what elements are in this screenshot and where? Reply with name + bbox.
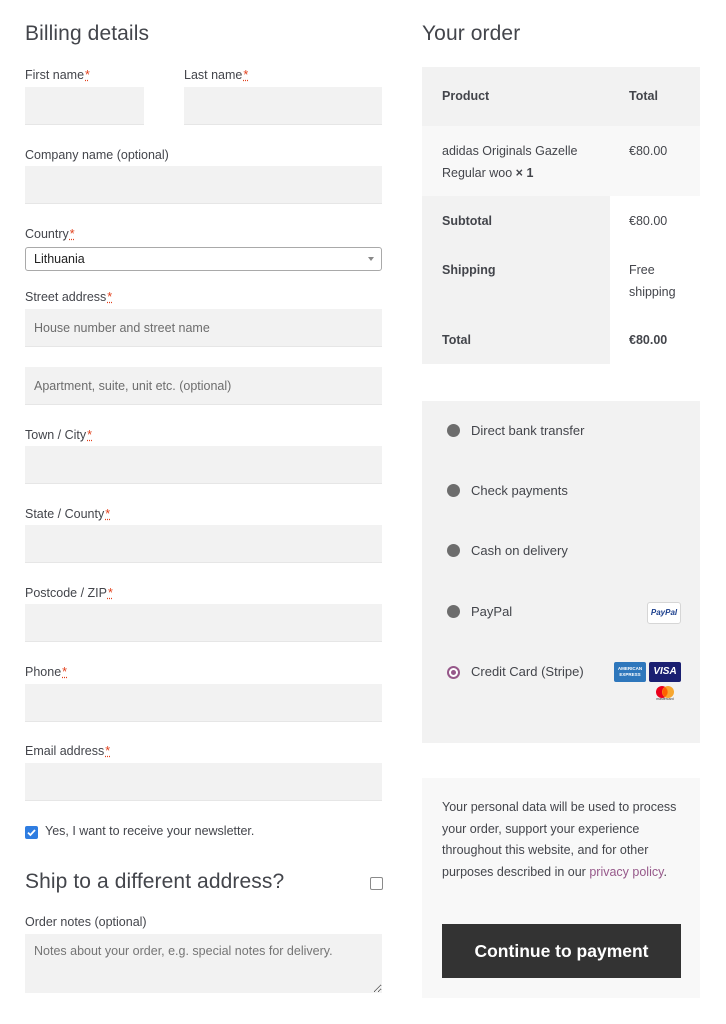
privacy-text: Your personal data will be used to process your order, support your experience throughout this website, and for other purposes described in our privacy policy.	[442, 800, 677, 879]
order-item-total: €80.00	[629, 144, 668, 158]
postcode-label: Postcode / ZIP*	[25, 586, 113, 600]
state-label: State / County*	[25, 507, 111, 521]
shipping-label: Shipping	[442, 263, 496, 277]
street-address-placeholder: House number and street name	[34, 321, 210, 335]
order-item-qty: × 1	[515, 166, 534, 180]
ship-different-address-title: Ship to a different address?	[25, 870, 285, 893]
order-notes-label: Order notes (optional)	[25, 915, 147, 929]
payment-radio-check[interactable]	[447, 484, 460, 497]
chevron-down-icon	[368, 257, 374, 261]
paypal-logo-icon: PayPal	[647, 602, 681, 624]
street-address-input[interactable]	[25, 309, 382, 347]
order-notes-textarea[interactable]	[25, 934, 382, 993]
company-name-label: Company name (optional)	[25, 148, 169, 162]
payment-label-check[interactable]: Check payments	[471, 483, 568, 498]
subtotal-label: Subtotal	[442, 214, 492, 228]
city-input[interactable]	[25, 446, 382, 484]
first-name-input[interactable]	[25, 87, 144, 125]
order-item-name: adidas Originals Gazelle Regular woo × 1	[442, 144, 578, 180]
continue-to-payment-button[interactable]: Continue to payment	[442, 924, 681, 978]
payment-label-stripe[interactable]: Credit Card (Stripe)	[471, 664, 584, 679]
country-value: Lithuania	[34, 252, 85, 266]
shipping-value: Free shipping	[629, 263, 676, 299]
checkmark-icon	[26, 827, 37, 838]
email-label: Email address*	[25, 744, 111, 758]
mastercard-logo-icon	[653, 684, 677, 702]
payment-label-cod[interactable]: Cash on delivery	[471, 543, 568, 558]
payment-radio-stripe[interactable]	[447, 666, 460, 679]
ship-different-address-checkbox[interactable]	[370, 877, 383, 890]
newsletter-label: Yes, I want to receive your newsletter.	[45, 824, 255, 838]
amex-logo-icon: AMERICAN EXPRESS	[614, 662, 646, 682]
subtotal-value: €80.00	[629, 214, 668, 228]
email-input[interactable]	[25, 763, 382, 801]
last-name-label: Last name*	[184, 68, 249, 82]
state-input[interactable]	[25, 525, 382, 563]
last-name-input[interactable]	[184, 87, 382, 125]
payment-radio-cod[interactable]	[447, 544, 460, 557]
col-total-header: Total	[629, 89, 658, 103]
newsletter-checkbox[interactable]	[25, 826, 38, 839]
phone-label: Phone*	[25, 665, 68, 679]
col-product-header: Product	[442, 89, 490, 103]
visa-logo-icon: VISA	[649, 662, 681, 682]
city-label: Town / City*	[25, 428, 93, 442]
country-label: Country*	[25, 227, 75, 241]
apartment-input[interactable]	[25, 367, 382, 405]
payment-radio-paypal[interactable]	[447, 605, 460, 618]
apartment-placeholder: Apartment, suite, unit etc. (optional)	[34, 379, 232, 393]
street-address-label: Street address*	[25, 290, 113, 304]
phone-input[interactable]	[25, 684, 382, 722]
company-name-input[interactable]	[25, 166, 382, 204]
first-name-label: First name*	[25, 68, 90, 82]
your-order-title: Your order	[422, 22, 521, 45]
payment-label-paypal[interactable]: PayPal	[471, 604, 513, 619]
payment-label-bank-transfer[interactable]: Direct bank transfer	[471, 423, 585, 438]
mastercard-wordmark: mastercard	[656, 697, 674, 701]
total-label: Total	[442, 333, 471, 347]
total-value: €80.00	[629, 333, 668, 347]
postcode-input[interactable]	[25, 604, 382, 642]
country-select[interactable]	[25, 247, 382, 271]
billing-details-title: Billing details	[25, 22, 150, 45]
privacy-policy-link[interactable]: privacy policy	[589, 864, 664, 879]
payment-radio-bank-transfer[interactable]	[447, 424, 460, 437]
